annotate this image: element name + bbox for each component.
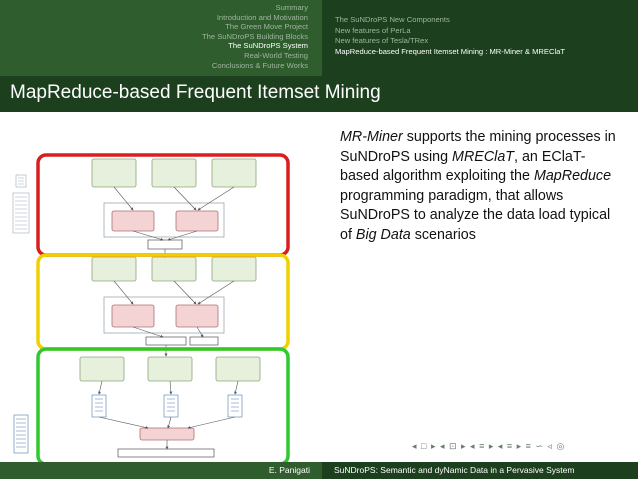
section-link-summary[interactable]: Summary <box>275 3 308 12</box>
navigation-symbols[interactable]: ◂ □ ▸ ◂ ⊡ ▸ ◂ ≡ ▸ ◂ ≡ ▸ ≡ ∽ ◃ ◎ <box>412 441 566 451</box>
term-big-data: Big Data <box>355 226 411 243</box>
body-text-part-3: programming paradigm, that allows SuNDroPS to analyze the data load typical of <box>340 187 611 243</box>
body-text-part-4: scenarios <box>410 226 476 243</box>
subsection-link-new-components[interactable]: The SuNDroPS New Components <box>335 15 450 24</box>
middle-module-nodes <box>92 257 256 345</box>
section-link-introduction[interactable]: Introduction and Motivation <box>216 12 308 22</box>
subsection-link-mapreduce[interactable]: MapReduce-based Frequent Itemset Mining : MR-Miner & MREClaT <box>335 46 566 56</box>
section-link-conclusions[interactable]: Conclusions & Future Works <box>211 60 308 70</box>
subsection-link-perla[interactable]: New features of PerLa <box>335 25 411 35</box>
term-mapreduce: MapReduce <box>533 168 612 184</box>
side-annotations <box>13 175 29 453</box>
section-list <box>202 3 308 70</box>
section-link-testing[interactable]: Real-World Testing <box>244 50 308 60</box>
subsection-list <box>335 15 565 57</box>
subsection-navigation <box>322 0 638 76</box>
architecture-diagram <box>8 145 308 470</box>
body-text-part-2: , an EClaT-based algorithm exploiting the <box>340 148 586 184</box>
section-navigation <box>0 0 322 76</box>
body-text-part-1: supports the mining processes in SuNDroPS using <box>340 129 616 165</box>
top-module-nodes <box>92 159 256 249</box>
slide-title-bar <box>0 76 638 112</box>
slide-body-text <box>340 128 620 245</box>
footer-author: E. Panigati <box>268 465 310 475</box>
footer-title: SuNDroPS: Semantic and dyNamic Data in a Pervasive System <box>334 465 575 475</box>
section-link-green-move[interactable]: The Green Move Project <box>225 22 308 32</box>
term-mr-miner: MR-Miner <box>340 129 403 145</box>
subsection-link-tesla[interactable]: New features of Tesla/TRex <box>335 36 429 46</box>
beamer-footer <box>0 462 638 479</box>
term-mreclat: MREClaT <box>452 148 515 165</box>
slide-title: MapReduce-based Frequent Itemset Mining <box>10 82 381 103</box>
section-link-system[interactable]: The SuNDroPS System <box>228 41 308 51</box>
footer-author-box <box>0 462 322 479</box>
section-link-building-blocks[interactable]: The SuNDroPS Building Blocks <box>202 31 308 41</box>
beamer-header <box>0 0 638 76</box>
footer-title-box <box>322 462 638 479</box>
bottom-module-nodes <box>80 357 260 457</box>
